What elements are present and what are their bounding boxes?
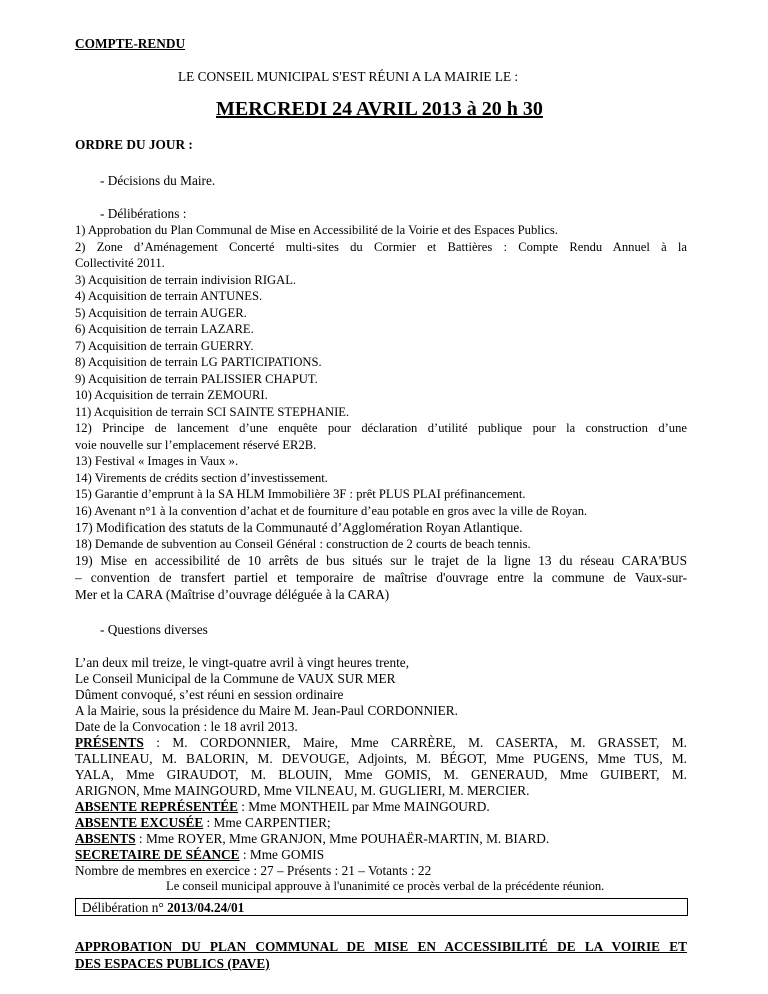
agenda-questions: - Questions diverses: [100, 622, 208, 637]
presents-line: [75, 735, 687, 751]
agenda-item: 11) Acquisition de terrain SCI SAINTE STEPHANIE.: [75, 405, 350, 419]
agenda-item: 15) Garantie d’emprunt à la SA HLM Immobilière 3F : prêt PLUS PLAI préfinancement.: [75, 487, 526, 501]
agenda-item: 1) Approbation du Plan Communal de Mise en Accessibilité de la Voirie et des Espaces Publics.: [75, 223, 558, 237]
deliberation-label: Délibération n°: [82, 900, 168, 915]
document-type: COMPTE-RENDU: [75, 36, 186, 51]
agenda-item: 16) Avenant n°1 à la convention d’achat et de fourniture d’eau potable en gros avec la ville de Royan.: [75, 504, 588, 518]
represented-label: ABSENTE REPRÉSENTÉE: [75, 799, 238, 814]
agenda-item: 12) Principe de lancement d’une enquête pour déclaration d’utilité publique pour la construction d’une: [75, 421, 687, 435]
approval-statement: Le conseil municipal approuve à l'unanimité ce procès verbal de la précédente réunion.: [166, 879, 605, 893]
deliberation-number-value: 2013/04.24/01: [167, 900, 245, 915]
agenda-heading: ORDRE DU JOUR :: [75, 137, 193, 152]
secretary-label: SECRETAIRE DE SÉANCE: [75, 847, 240, 862]
session-line: A la Mairie, sous la présidence du Maire M. Jean-Paul CORDONNIER.: [75, 703, 458, 718]
deliberation-title: APPROBATION DU PLAN COMMUNAL DE MISE EN ACCESSIBILITÉ DE LA VOIRIE ET: [75, 939, 687, 954]
session-line: Dûment convoqué, s’est réuni en session ordinaire: [75, 687, 344, 702]
excused-value: : Mme CARPENTIER;: [203, 815, 331, 830]
agenda-item: 10) Acquisition de terrain ZEMOURI.: [75, 388, 268, 402]
presents-list: TALLINEAU, M. BALORIN, M. DEVOUGE, Adjoints, M. BÉGOT, Mme PUGENS, Mme TUS, M.: [75, 751, 687, 766]
agenda-decisions: - Décisions du Maire.: [100, 173, 216, 188]
agenda-deliberations-label: - Délibérations :: [100, 206, 187, 221]
session-line: Le Conseil Municipal de la Commune de VAUX SUR MER: [75, 671, 396, 686]
agenda-item-continuation: Mer et la CARA (Maîtrise d’ouvrage déléguée à la CARA): [75, 587, 390, 602]
agenda-item: 18) Demande de subvention au Conseil Général : construction de 2 courts de beach tennis.: [75, 537, 531, 551]
presents-list: YALA, Mme GIRAUDOT, M. BLOUIN, Mme GOMIS, M. GENERAUD, Mme GUIBERT, M.: [75, 767, 687, 782]
absents-value: : Mme ROYER, Mme GRANJON, Mme POUHAËR-MARTIN, M. BIARD.: [135, 831, 550, 846]
excused-label: ABSENTE EXCUSÉE: [75, 815, 204, 830]
absents-line: [75, 831, 549, 847]
deliberation-number: [82, 900, 244, 916]
convocation-date: Date de la Convocation : le 18 avril 2013.: [75, 719, 298, 734]
agenda-item: 3) Acquisition de terrain indivision RIGAL.: [75, 273, 297, 287]
absents-label: ABSENTS: [75, 831, 136, 846]
deliberation-number-box: [75, 898, 688, 916]
represented-line: [75, 799, 490, 815]
presents-label: PRÉSENTS: [75, 735, 144, 750]
agenda-item-continuation: Collectivité 2011.: [75, 256, 165, 270]
presents-list: : M. CORDONNIER, Maire, Mme CARRÈRE, M. CASERTA, M. GRASSET, M.: [143, 735, 687, 750]
agenda-item: 14) Virements de crédits section d’investissement.: [75, 471, 328, 485]
agenda-item: 13) Festival « Images in Vaux ».: [75, 454, 239, 468]
agenda-item: 7) Acquisition de terrain GUERRY.: [75, 339, 254, 353]
meeting-date-title: MERCREDI 24 AVRIL 2013 à 20 h 30: [216, 98, 543, 120]
agenda-item: 4) Acquisition de terrain ANTUNES.: [75, 289, 263, 303]
agenda-item-continuation: – convention de transfert partiel et temporaire de maîtrise d'ouvrage entre la commune de Vaux-sur-: [75, 570, 687, 585]
agenda-item: 2) Zone d’Aménagement Concerté multi-sites du Cormier et Battières : Compte Rendu Annuel à la: [75, 240, 687, 254]
agenda-item: 5) Acquisition de terrain AUGER.: [75, 306, 247, 320]
session-line: L’an deux mil treize, le vingt-quatre avril à vingt heures trente,: [75, 655, 410, 670]
deliberation-title-continuation: DES ESPACES PUBLICS (PAVE): [75, 956, 270, 971]
agenda-item: 9) Acquisition de terrain PALISSIER CHAPUT.: [75, 372, 318, 386]
members-count: Nombre de membres en exercice : 27 – Présents : 21 – Votants : 22: [75, 863, 432, 878]
secretary-line: [75, 847, 324, 863]
agenda-item: 17) Modification des statuts de la Communauté d’Agglomération Royan Atlantique.: [75, 520, 523, 535]
represented-value: : Mme MONTHEIL par Mme MAINGOURD.: [237, 799, 490, 814]
agenda-item: 6) Acquisition de terrain LAZARE.: [75, 322, 254, 336]
meeting-intro: LE CONSEIL MUNICIPAL S'EST RÉUNI A LA MAIRIE LE :: [178, 69, 519, 84]
agenda-item-continuation: voie nouvelle sur l’emplacement réservé ER2B.: [75, 438, 317, 452]
presents-list: ARIGNON, Mme MAINGOURD, Mme VILNEAU, M. GUGLIERI, M. MERCIER.: [75, 783, 530, 798]
agenda-item: 19) Mise en accessibilité de 10 arrêts de bus situés sur le trajet de la ligne 13 du réseau CARA'BUS: [75, 553, 687, 568]
agenda-item: 8) Acquisition de terrain LG PARTICIPATIONS.: [75, 355, 322, 369]
excused-line: [75, 815, 331, 831]
secretary-value: : Mme GOMIS: [239, 847, 325, 862]
